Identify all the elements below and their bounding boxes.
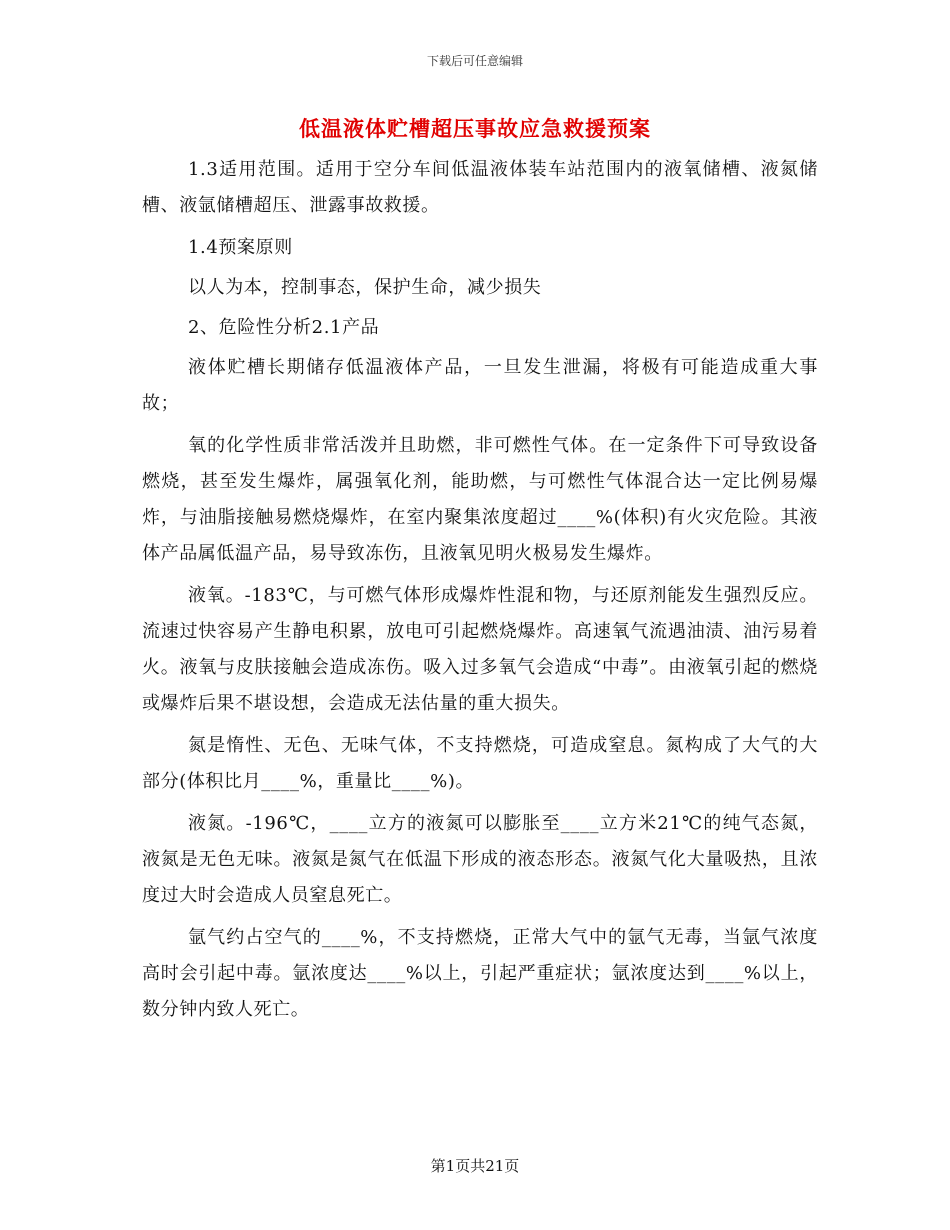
page-number: 第1页共21页	[430, 1157, 520, 1175]
document-body	[142, 152, 818, 1034]
paragraph-argon: 氩气约占空气的____%，不支持燃烧，正常大气中的氩气无毒，当氩气浓度高时会引起中毒。氩浓度达____%以上，引起严重症状；氩浓度达到____%以上，数分钟内致人死亡。	[142, 927, 818, 1020]
paragraph-storage: 液体贮槽长期储存低温液体产品，一旦发生泄漏，将极有可能造成重大事故；	[142, 357, 818, 414]
paragraph-scope: 1.3适用范围。适用于空分车间低温液体装车站范围内的液氧储槽、液氮储槽、液氩储槽超压、泄露事故救援。	[142, 159, 818, 216]
paragraph-liquid-nitrogen: 液氮。-196℃，____立方的液氮可以膨胀至____立方米21℃的纯气态氮，液氮是无色无味。液氮是氮气在低温下形成的液态形态。液氮气化大量吸热，且浓度过大时会造成人员窒息死亡。	[142, 813, 818, 906]
paragraph-principle-heading: 1.4预案原则	[188, 237, 293, 258]
paragraph-hazard-heading: 2、危险性分析2.1产品	[188, 317, 380, 338]
paragraph-principle: 以人为本，控制事态，保护生命，减少损失	[188, 277, 542, 298]
paragraph-oxygen: 氧的化学性质非常活泼并且助燃，非可燃性气体。在一定条件下可导致设备燃烧，甚至发生爆炸，属强氧化剂，能助燃，与可燃性气体混合达一定比例易爆炸，与油脂接触易燃烧爆炸，在室内聚集浓度超过____%(体积)有火灾危险。其液体产品属低温产品，易导致冻伤，且液氧见明火极易发生爆炸。	[142, 435, 818, 564]
document-title: 低温液体贮槽超压事故应急救援预案	[299, 116, 651, 141]
paragraph-liquid-oxygen: 液氧。-183℃，与可燃气体形成爆炸性混和物，与还原剂能发生强烈反应。流速过快容易产生静电积累，放电可引起燃烧爆炸。高速氧气流遇油渍、油污易着火。液氧与皮肤接触会造成冻伤。吸入过多氧气会造成“中毒”。由液氧引起的燃烧或爆炸后果不堪设想，会造成无法估量的重大损失。	[142, 585, 818, 714]
header-note: 下载后可任意编辑	[426, 54, 523, 68]
paragraph-nitrogen: 氮是惰性、无色、无味气体，不支持燃烧，可造成窒息。氮构成了大气的大部分(体积比月____%，重量比____%)。	[142, 735, 818, 792]
